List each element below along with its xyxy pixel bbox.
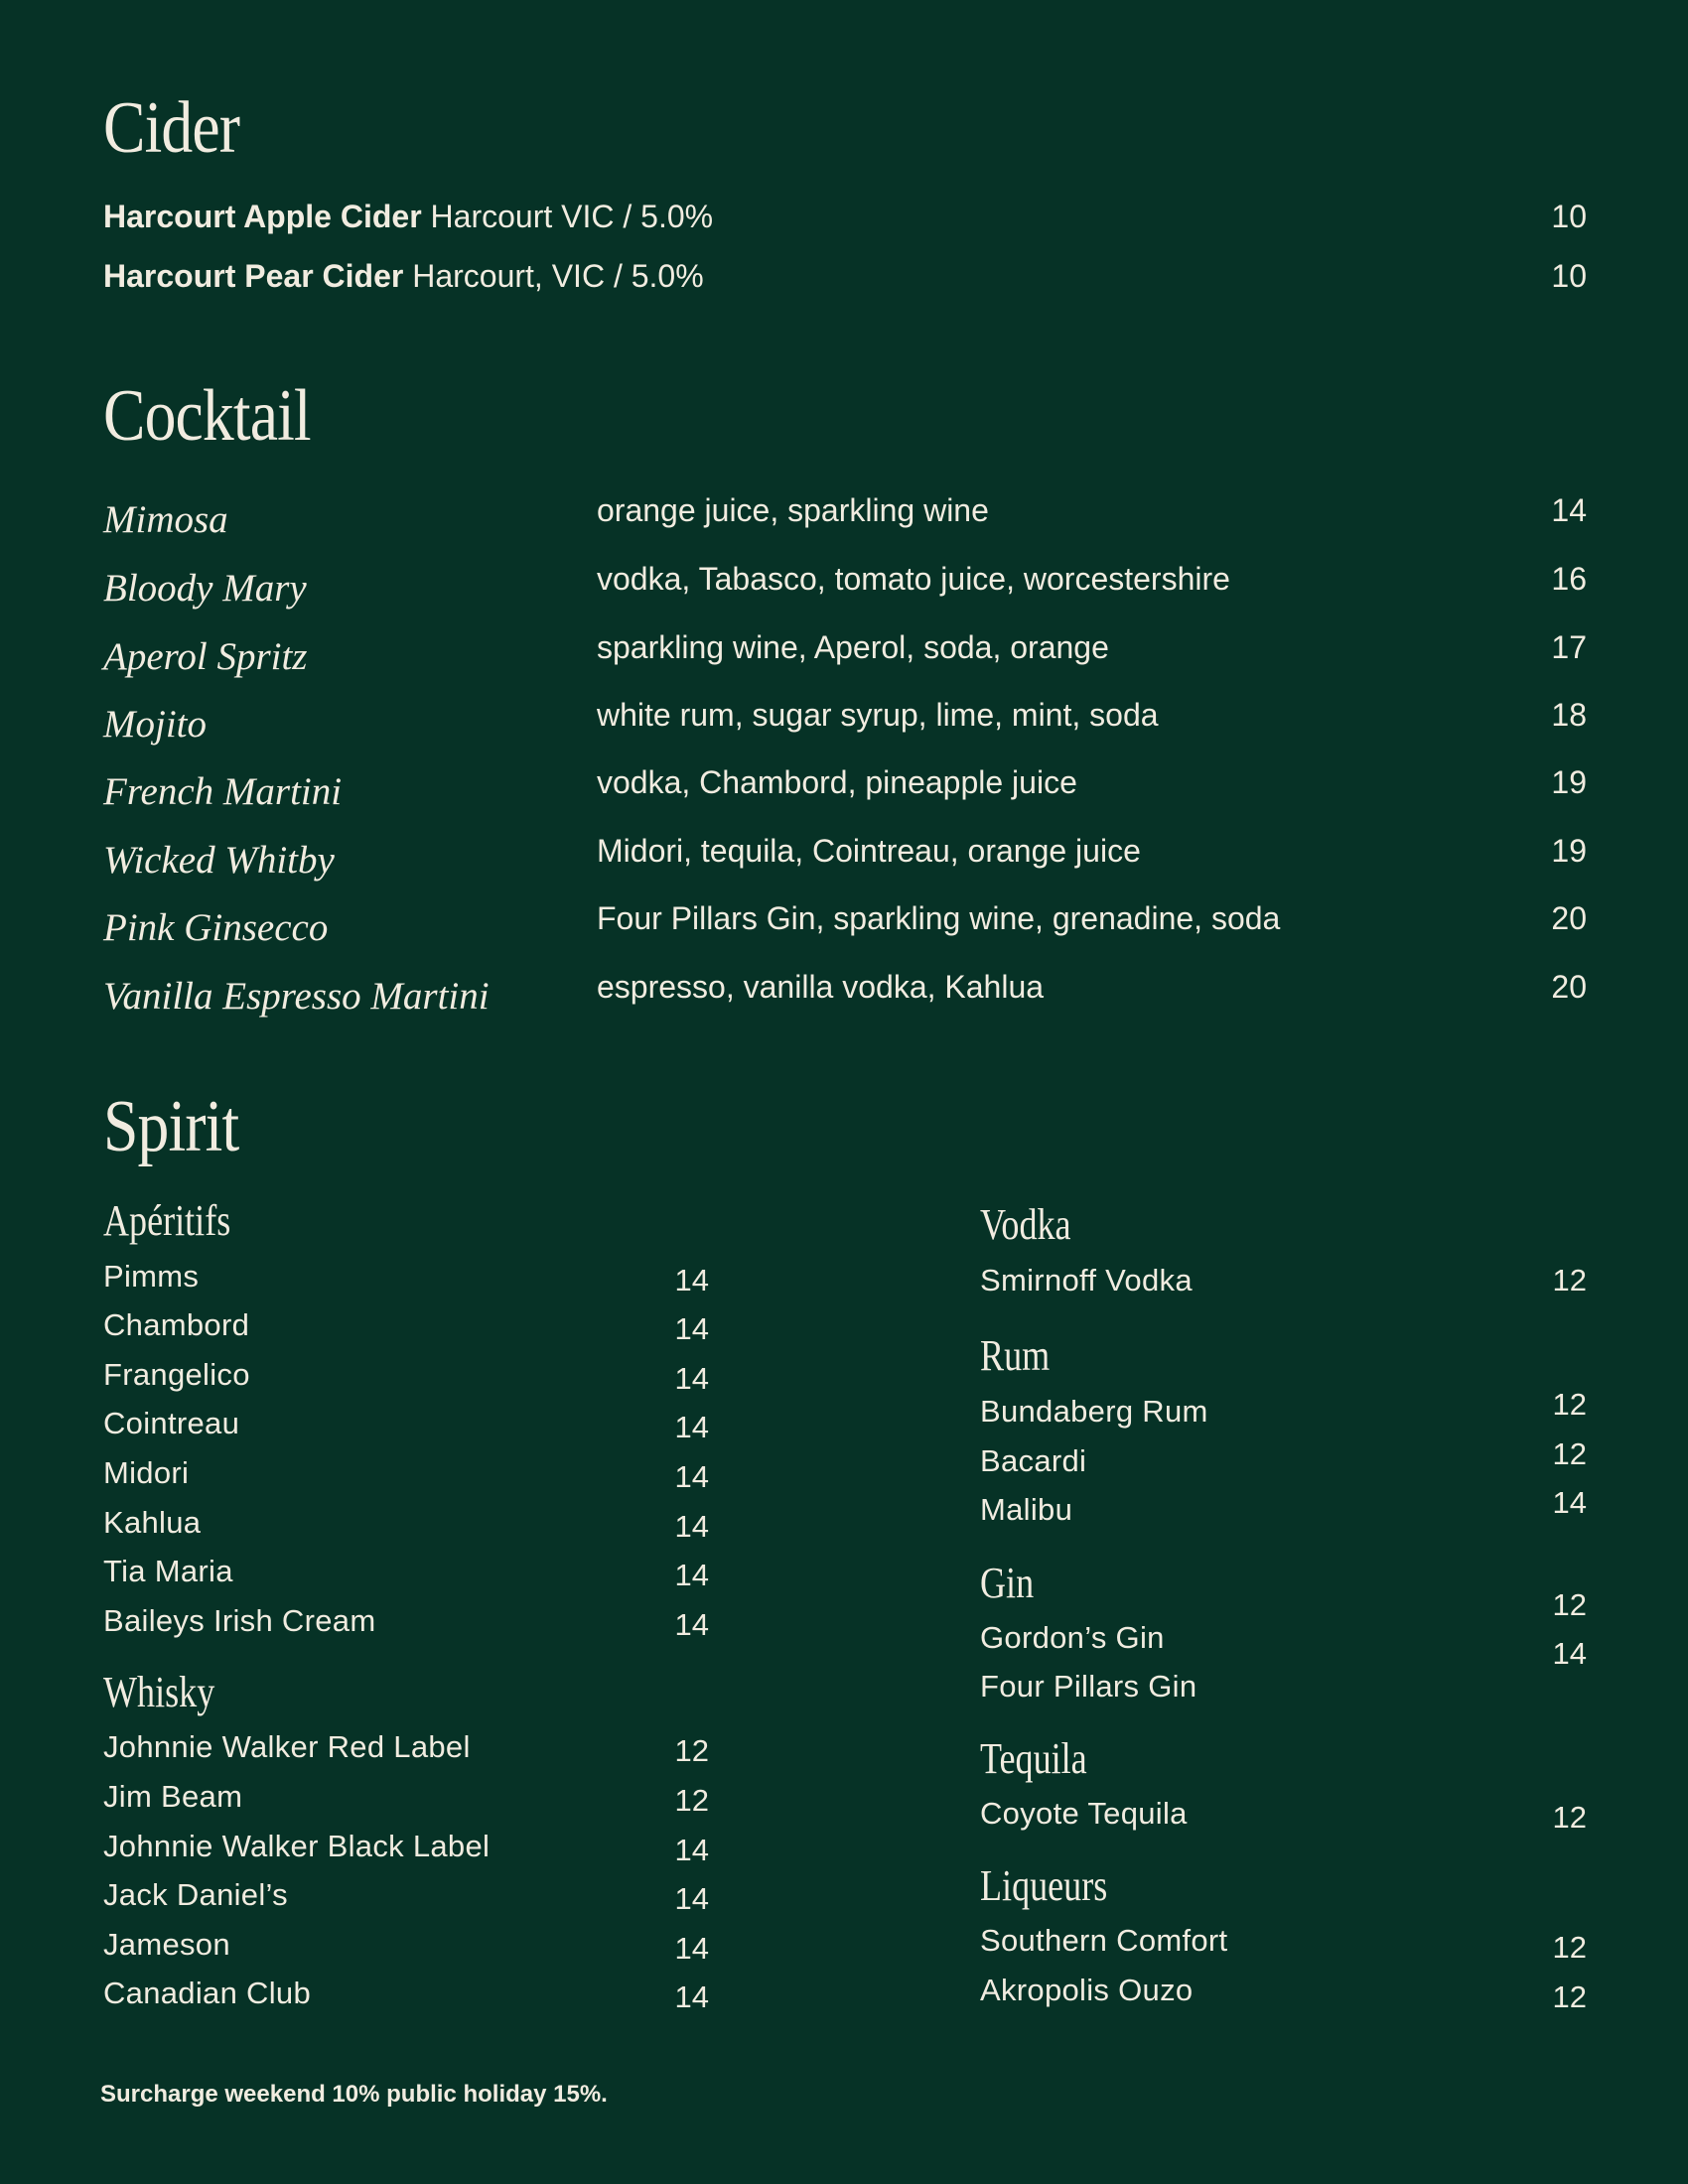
cocktail-item-description: Four Pillars Gin, sparkling wine, grenadine, soda [597,900,1281,936]
liqueur-item-price: 12 [1552,1979,1587,2014]
cocktail-item-price: 19 [1551,764,1587,800]
cocktail-item-description: white rum, sugar syrup, lime, mint, soda [597,697,1159,733]
liqueur-item-name: Akropolis Ouzo [980,1973,1194,2007]
surcharge-note: Surcharge weekend 10% public holiday 15%. [100,2081,608,2108]
cider-item [103,256,1587,296]
cocktail-item [103,833,1587,881]
vodka-item-price: 12 [1552,1263,1587,1297]
cocktail-item-price: 20 [1551,900,1587,936]
tequila-heading: Tequila [980,1734,1087,1783]
cocktail-item-price: 16 [1551,561,1587,597]
whisky-item-name: Jack Daniel’s [103,1877,288,1912]
aperitif-item-name: Pimms [103,1259,200,1294]
cocktail-item-name: Pink Ginsecco [103,906,329,949]
aperitif-item-name: Chambord [103,1307,250,1342]
cider-heading: Cider [103,87,240,169]
cocktail-item-description: espresso, vanilla vodka, Kahlua [597,969,1045,1005]
cocktail-item-name: French Martini [103,770,343,813]
whisky-item-price: 12 [674,1783,709,1818]
aperitif-item-price: 14 [674,1558,709,1592]
liqueurs-heading: Liqueurs [980,1861,1108,1910]
rum-item-name: Bundaberg Rum [980,1394,1208,1429]
whisky-item-name: Johnnie Walker Black Label [103,1829,491,1863]
cocktail-item [103,764,1587,812]
cocktail-item-name: Wicked Whitby [103,839,335,882]
cocktail-item-price: 18 [1551,697,1587,733]
cocktail-item [103,900,1587,948]
aperitif-item-price: 14 [674,1509,709,1544]
liqueur-item-price: 12 [1552,1930,1587,1965]
whisky-item-price: 14 [674,1881,709,1916]
cider-item [103,197,1587,236]
cocktail-item-price: 20 [1551,969,1587,1005]
cider-item-price: 10 [1551,258,1587,294]
aperitif-item-price: 14 [674,1361,709,1396]
cocktail-item-price: 19 [1551,833,1587,869]
aperitif-item-name: Frangelico [103,1357,250,1392]
tequila-item-name: Coyote Tequila [980,1796,1188,1831]
cocktail-item-description: vodka, Tabasco, tomato juice, worcestershire [597,561,1230,597]
cider-item-name: Harcourt Apple Cider [103,199,431,234]
whisky-item-price: 14 [674,1833,709,1867]
rum-item-price: 12 [1552,1387,1587,1422]
aperitif-item-price: 14 [674,1311,709,1346]
cocktail-item-description: orange juice, sparkling wine [597,492,989,528]
cocktail-heading: Cocktail [103,375,311,457]
cocktail-item-description: vodka, Chambord, pineapple juice [597,764,1077,800]
gin-item-name: Gordon’s Gin [980,1620,1165,1655]
rum-item-price: 14 [1552,1485,1587,1520]
cider-item-detail: Harcourt, VIC / 5.0% [412,258,704,294]
cider-item-name: Harcourt Pear Cider [103,258,413,294]
rum-item-price: 12 [1552,1436,1587,1471]
cocktail-item [103,561,1587,609]
cocktail-item [103,969,1587,1017]
gin-item-name: Four Pillars Gin [980,1669,1197,1704]
whisky-item-price: 12 [674,1733,709,1768]
whisky-item-name: Johnnie Walker Red Label [103,1729,471,1764]
rum-item-name: Malibu [980,1492,1073,1527]
whisky-item-price: 14 [674,1979,709,2014]
gin-heading: Gin [980,1559,1035,1607]
cocktail-item-name: Vanilla Espresso Martini [103,975,490,1018]
rum-item-name: Bacardi [980,1443,1087,1478]
vodka-heading: Vodka [980,1200,1071,1249]
vodka-item-name: Smirnoff Vodka [980,1263,1193,1297]
rum-heading: Rum [980,1331,1051,1380]
whisky-heading: Whisky [103,1668,215,1716]
cocktail-item [103,697,1587,745]
whisky-item-name: Canadian Club [103,1976,311,2010]
cider-item-price: 10 [1551,199,1587,234]
cocktail-item-name: Mojito [103,703,207,746]
aperitifs-heading: Apéritifs [103,1196,231,1245]
cocktail-item-description: sparkling wine, Aperol, soda, orange [597,629,1109,665]
cocktail-item-name: Bloody Mary [103,567,307,610]
gin-item-price: 12 [1552,1587,1587,1622]
whisky-item-name: Jim Beam [103,1779,243,1814]
cocktail-item-price: 14 [1551,492,1587,528]
whisky-item-name: Jameson [103,1927,230,1962]
cocktail-item [103,629,1587,677]
spirit-heading: Spirit [103,1086,239,1167]
cocktail-item [103,492,1587,540]
aperitif-item-price: 14 [674,1459,709,1494]
whisky-item-price: 14 [674,1931,709,1966]
aperitif-item-price: 14 [674,1410,709,1444]
cocktail-item-name: Mimosa [103,498,228,541]
cocktail-item-price: 17 [1551,629,1587,665]
aperitif-item-name: Tia Maria [103,1554,233,1588]
cocktail-item-name: Aperol Spritz [103,635,308,678]
aperitif-item-name: Kahlua [103,1505,202,1540]
aperitif-item-name: Midori [103,1455,190,1490]
liqueur-item-name: Southern Comfort [980,1923,1228,1958]
aperitif-item-price: 14 [674,1607,709,1642]
aperitif-item-price: 14 [674,1263,709,1297]
cider-item-detail: Harcourt VIC / 5.0% [430,199,714,234]
cocktail-item-description: Midori, tequila, Cointreau, orange juice [597,833,1141,869]
aperitif-item-name: Cointreau [103,1406,240,1440]
tequila-item-price: 12 [1552,1800,1587,1835]
aperitif-item-name: Baileys Irish Cream [103,1603,376,1638]
gin-item-price: 14 [1552,1636,1587,1671]
